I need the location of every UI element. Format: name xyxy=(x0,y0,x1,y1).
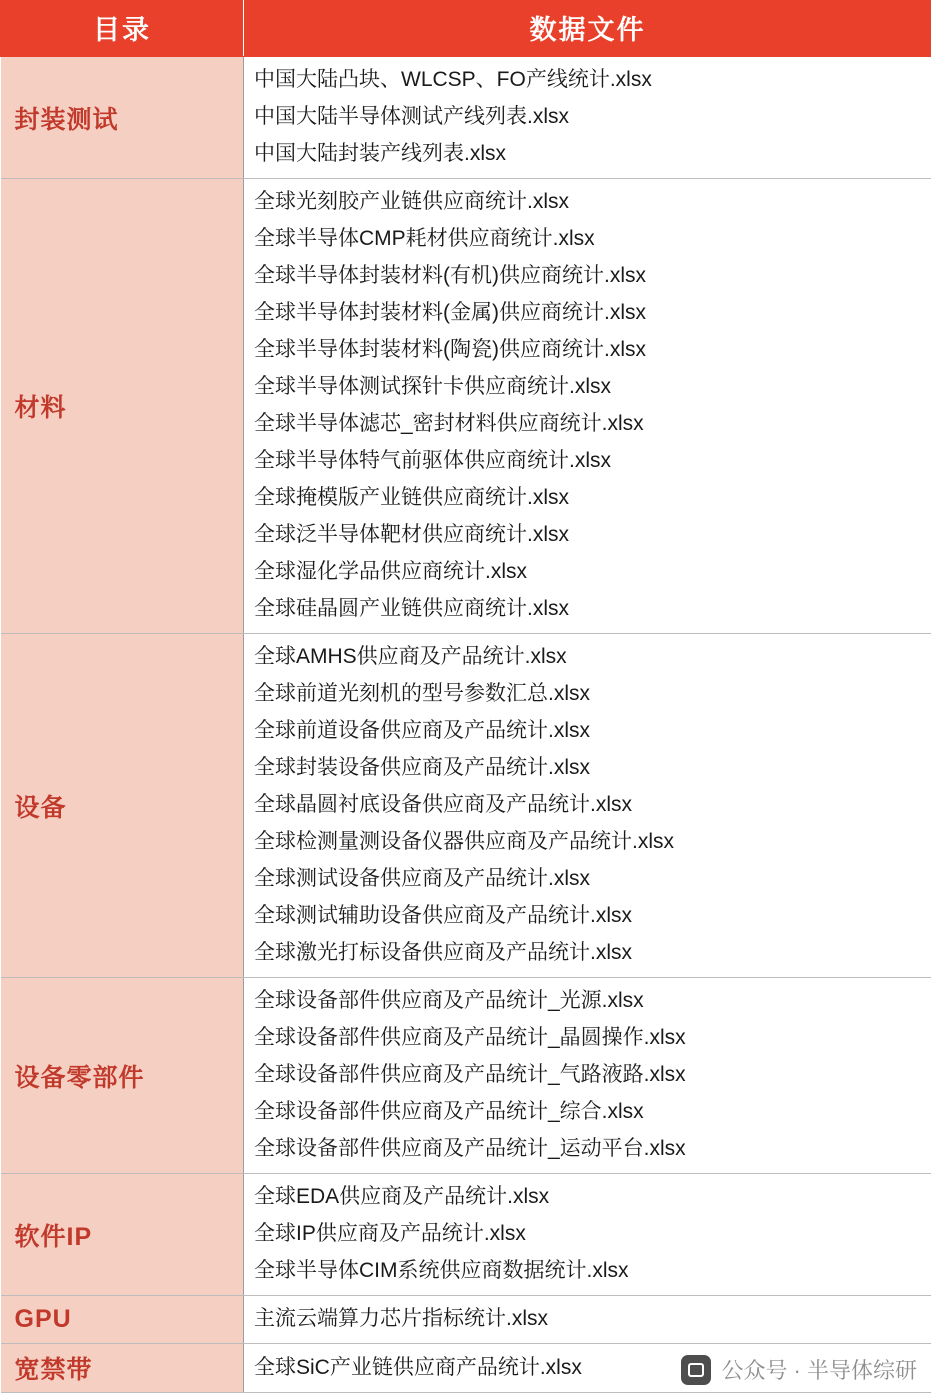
file-name: 全球设备部件供应商及产品统计_晶圆操作.xlsx xyxy=(254,1019,931,1056)
files-cell xyxy=(244,57,931,179)
file-name: 全球半导体封装材料(有机)供应商统计.xlsx xyxy=(254,257,931,294)
table-row xyxy=(1,1344,931,1393)
file-name: 主流云端算力芯片指标统计.xlsx xyxy=(254,1300,931,1337)
file-name: 全球SiC产业链供应商产品统计.xlsx xyxy=(254,1349,931,1386)
file-name: 全球前道设备供应商及产品统计.xlsx xyxy=(254,712,931,749)
file-name: 全球泛半导体靶材供应商统计.xlsx xyxy=(254,516,931,553)
table-header xyxy=(1,1,931,57)
file-name: 全球半导体封装材料(金属)供应商统计.xlsx xyxy=(254,294,931,331)
file-name: 全球测试辅助设备供应商及产品统计.xlsx xyxy=(254,897,931,934)
file-name: 全球AMHS供应商及产品统计.xlsx xyxy=(254,638,931,675)
files-cell xyxy=(244,978,931,1174)
table-body xyxy=(1,57,931,1393)
watermark-text: 公众号 · 半导体综研 xyxy=(721,1354,917,1385)
header-row xyxy=(1,1,931,57)
file-name: 全球半导体CMP耗材供应商统计.xlsx xyxy=(254,220,931,257)
header-cell-files: 数据文件 xyxy=(244,1,931,57)
file-name: 全球设备部件供应商及产品统计_运动平台.xlsx xyxy=(254,1130,931,1167)
file-name: 全球激光打标设备供应商及产品统计.xlsx xyxy=(254,934,931,971)
table-row xyxy=(1,179,931,634)
table-row xyxy=(1,978,931,1174)
file-name: 全球掩模版产业链供应商统计.xlsx xyxy=(254,479,931,516)
files-cell xyxy=(244,1296,931,1344)
category-cell: 设备零部件 xyxy=(1,978,244,1174)
files-cell xyxy=(244,179,931,634)
category-cell: GPU xyxy=(1,1296,244,1344)
table-row xyxy=(1,634,931,978)
category-cell: 封装测试 xyxy=(1,57,244,179)
category-cell: 宽禁带 xyxy=(1,1344,244,1393)
file-name: 全球光刻胶产业链供应商统计.xlsx xyxy=(254,183,931,220)
file-name: 全球半导体测试探针卡供应商统计.xlsx xyxy=(254,368,931,405)
file-name: 全球晶圆衬底设备供应商及产品统计.xlsx xyxy=(254,786,931,823)
file-name: 全球检测量测设备仪器供应商及产品统计.xlsx xyxy=(254,823,931,860)
file-name: 中国大陆凸块、WLCSP、FO产线统计.xlsx xyxy=(254,61,931,98)
file-name: 中国大陆半导体测试产线列表.xlsx xyxy=(254,98,931,135)
category-cell: 材料 xyxy=(1,179,244,634)
file-name: 全球半导体滤芯_密封材料供应商统计.xlsx xyxy=(254,405,931,442)
file-name: 全球EDA供应商及产品统计.xlsx xyxy=(254,1178,931,1215)
file-name: 全球测试设备供应商及产品统计.xlsx xyxy=(254,860,931,897)
file-name: 全球半导体特气前驱体供应商统计.xlsx xyxy=(254,442,931,479)
file-name: 全球设备部件供应商及产品统计_光源.xlsx xyxy=(254,982,931,1019)
file-name: 全球前道光刻机的型号参数汇总.xlsx xyxy=(254,675,931,712)
file-name: 全球半导体CIM系统供应商数据统计.xlsx xyxy=(254,1252,931,1289)
file-name: 全球设备部件供应商及产品统计_综合.xlsx xyxy=(254,1093,931,1130)
file-name: 中国大陆封装产线列表.xlsx xyxy=(254,135,931,172)
file-name: 全球湿化学品供应商统计.xlsx xyxy=(254,553,931,590)
file-name: 全球半导体封装材料(陶瓷)供应商统计.xlsx xyxy=(254,331,931,368)
header-cell-category: 目录 xyxy=(1,1,244,57)
category-cell: 软件IP xyxy=(1,1174,244,1296)
table-row xyxy=(1,57,931,179)
category-cell: 设备 xyxy=(1,634,244,978)
file-name: 全球硅晶圆产业链供应商统计.xlsx xyxy=(254,590,931,627)
table-row xyxy=(1,1174,931,1296)
files-cell xyxy=(244,1174,931,1296)
file-name: 全球设备部件供应商及产品统计_气路液路.xlsx xyxy=(254,1056,931,1093)
file-name: 全球IP供应商及产品统计.xlsx xyxy=(254,1215,931,1252)
files-cell xyxy=(244,634,931,978)
files-cell xyxy=(244,1344,931,1393)
file-name: 全球封装设备供应商及产品统计.xlsx xyxy=(254,749,931,786)
table-row xyxy=(1,1296,931,1344)
